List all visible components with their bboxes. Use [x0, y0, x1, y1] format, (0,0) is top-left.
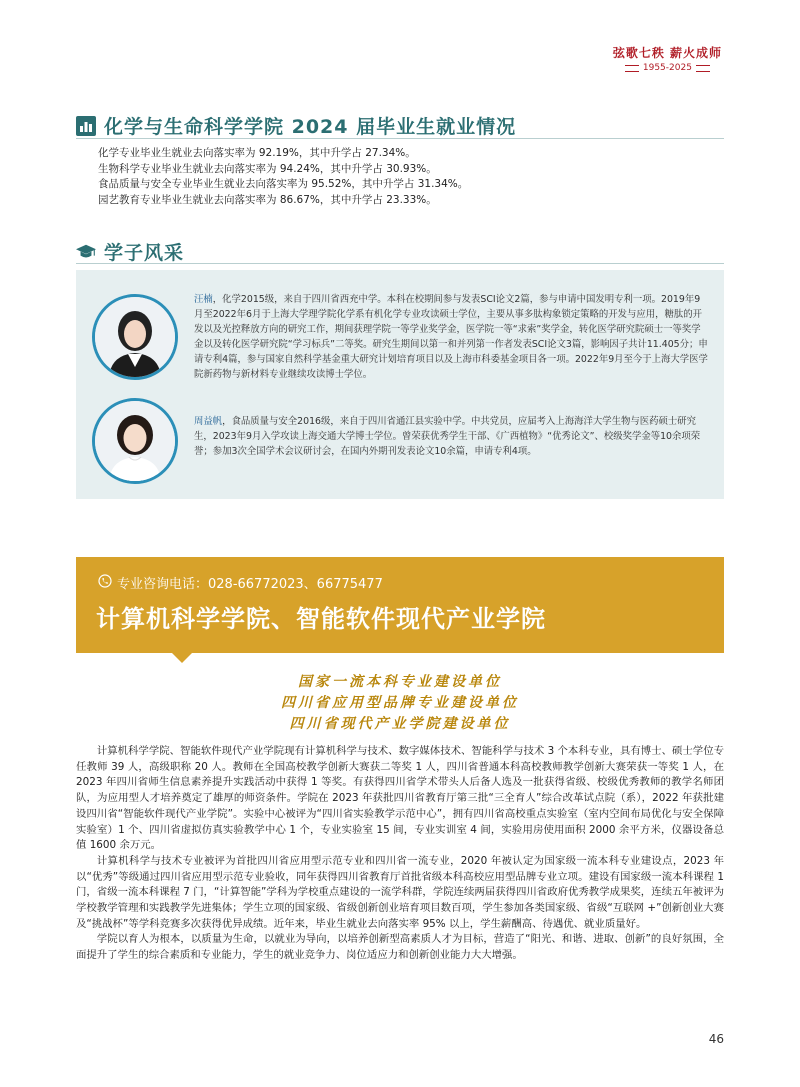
banner-pointer [172, 653, 192, 663]
profile-text: ，化学2015级，来自于四川省西充中学。本科在校期间参与发表SCI论文2篇，参与申请中国发明专利一项。2019年9月至2022年6月于上海大学理学院化学系有机化学专业攻读硕士学位，主要从事多肽构象锁定策略的开发与应用，糖肽的开发以及光控释放方向的研究工作，期间获理学院一等学业奖学金，医学院一等“求索”奖学金，转化医学研究院硕士一等奖学金以及转化医学研究院“学习标兵”二等奖。研究生期间以第一和并列第一作者发表SCI论文3篇，影响因子共计11.405分；申请专利4篇，参与国家自然科学基金重大研究计划培育项目以及上海市科委基金项目各一项。2022年9月至今于上海大学医学院新药物与新材料专业继续攻读博士学位。 [194, 294, 708, 380]
profile-bio [194, 414, 708, 459]
college-title: 计算机科学学院、智能软件现代产业学院 [96, 605, 546, 633]
slogan: 国家一流本科专业建设单位 [298, 674, 502, 690]
slogan: 四川省应用型品牌专业建设单位 [281, 695, 519, 711]
bar-chart-icon [76, 116, 96, 136]
brand-motto: 弦歌七秩 薪火成师 [612, 46, 722, 60]
employment-stats [98, 146, 468, 208]
divider [76, 263, 724, 264]
slogans [0, 672, 800, 735]
avatar [92, 294, 178, 380]
paragraph: 计算机科学与技术专业被评为首批四川省应用型示范专业和四川省一流专业，2020 年被认定为国家级一流本科专业建设点，2023 年以“优秀”等级通过四川省应用型示范专业验收，同年获得四川省教育厅首批省级本科高校应用型品牌专业立项。建设有国家级一流本科课程 1 门，省级一流本科课程 7 门，“计算智能”学科为学校重点建设的一流学科群，学院连续两届获得四川省政府优秀教学成果奖，连续五年被评为学校教学管理和实践教学先进集体；学生立项的国家级、省级创新创业培育项目数百项，学生参加各类国家级、省级“互联网 +”创新创业大赛及“挑战杯”等学科竞赛多次获得优异成绩。近年来，毕业生就业去向落实率 95% 以上，学生薪酬高、待遇优、就业质量好。 [76, 854, 724, 930]
profile-name: 周益帆 [194, 416, 223, 427]
stat-line: 食品质量与安全专业毕业生就业去向落实率为 95.52%，其中升学占 31.34%。 [98, 178, 469, 191]
profile-name: 汪楠 [194, 294, 213, 305]
brand-logo [613, 44, 722, 73]
stat-line: 化学专业毕业生就业去向落实率为 92.19%，其中升学占 27.34%。 [98, 147, 416, 159]
profile-bio [194, 292, 708, 382]
graduation-cap-icon [76, 242, 96, 262]
employment-section-title [76, 112, 516, 139]
brand-years: 1955-2025 [642, 63, 692, 73]
stat-line: 生物科学专业毕业生就业去向落实率为 94.24%，其中升学占 30.93%。 [98, 162, 437, 175]
paragraph: 学院以育人为根本，以质量为生命，以就业为导向，以培养创新型高素质人才为目标，营造了“阳光、和谐、进取、创新”的良好氛围，全面提升了学生的综合素质和专业能力，学生的就业竞争力、岗位适应力和创新创业能力大大增强。 [76, 933, 724, 962]
slogan: 四川省现代产业学院建设单位 [289, 716, 511, 732]
phone-text: 专业咨询电话：028-66772023、66775477 [117, 577, 383, 592]
students-title: 学子风采 [104, 242, 185, 264]
student-profiles-panel [76, 270, 724, 499]
page-number: 46 [708, 1032, 724, 1046]
profile-text: ，食品质量与安全2016级，来自于四川省通江县实验中学。中共党员，应届考入上海海洋大学生物与医药硕士研究生，2023年9月入学攻读上海交通大学博士学位。曾荣获优秀学生干部、《广西植物》“优秀论文”、校级奖学金等10余项荣誉；参加3次全国学术会议研讨会，在国内外期刊发表论文10余篇，申请专利4项。 [194, 416, 701, 457]
divider [76, 138, 724, 139]
phone-icon [98, 574, 112, 592]
stat-line: 园艺教育专业毕业生就业去向落实率为 86.67%，其中升学占 23.33%。 [98, 193, 437, 206]
paragraph: 计算机科学学院、智能软件现代产业学院现有计算机科学与技术、数字媒体技术、智能科学与技术 3 个本科专业，具有博士、硕士学位专任教师 39 人，高级职称 20 人。教师在全国高校教学创新大赛获二等奖 1 人，四川省普通本科高校教师教学创新大赛荣获一等奖 1 人，在 2023 年四川省师生信息素养提升实践活动中获得 1 等奖。有获得四川省学术带头人后备人选及一批获得省级、校级优秀教师的教学名师团队，为应用型人才培养奠定了雄厚的师资条件。学院在 2023 年获批四川省教育厅第三批“三全育人”综合改革试点院（系），2022 年获批建设四川省“智能软件现代产业学院”。实验中心被评为“四川省实验教学示范中心”，拥有四川省高校重点实验室（室内空间布局优化与安全保障实验室）1 个、四川省虚拟仿真实验教学中心 1 个，专业实验室 15 间，专业实训室 4 间，实验用房使用面积 2000 余平方米，仪器设备总值 1600 余万元。 [76, 745, 724, 852]
students-section-title [76, 238, 184, 265]
college-banner [76, 557, 724, 653]
employment-title: 化学与生命科学学院 2024 届毕业生就业情况 [104, 116, 517, 138]
college-description [76, 744, 724, 964]
avatar [92, 398, 178, 484]
phone-line [98, 573, 383, 592]
